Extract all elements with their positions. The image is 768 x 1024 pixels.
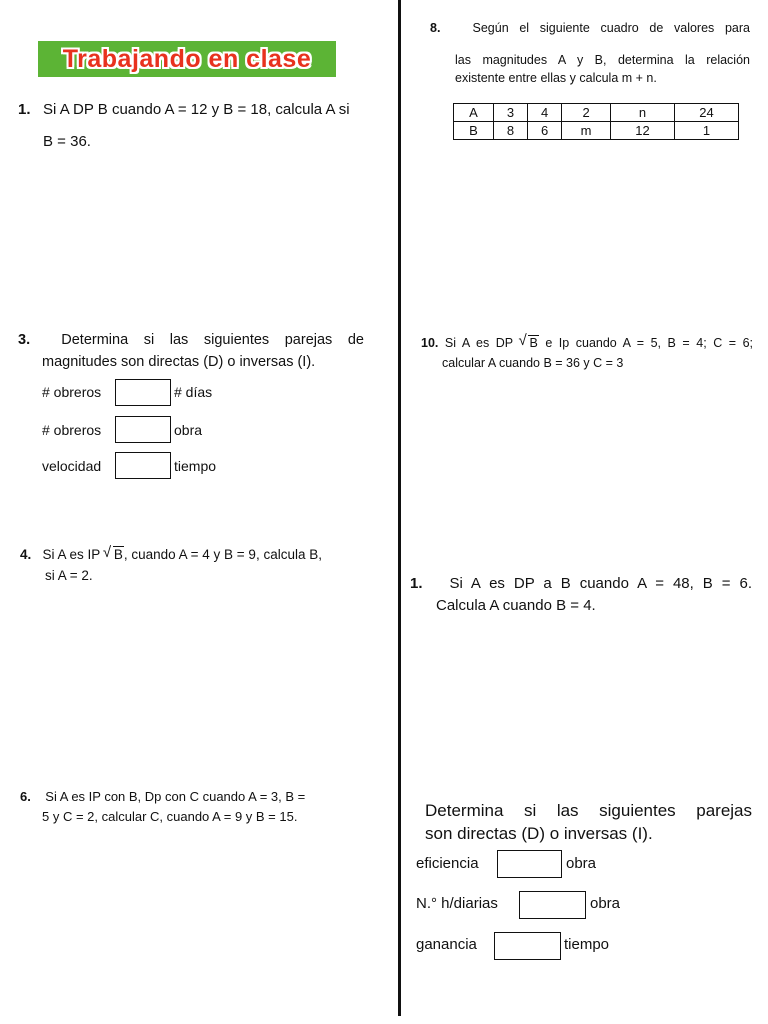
problem-text: Determina si las siguientes parejas de [61,332,364,348]
problem-text: magnitudes son directas (D) o inversas (I). [42,354,316,370]
problem-4 [20,544,370,586]
answer-box[interactable] [519,891,586,919]
magnitude-right: obra [174,422,203,438]
problem-text: las magnitudes A y B, determina la relación [455,53,750,67]
table-cell: 4 [528,104,562,122]
magnitude-right: obra [566,855,597,872]
problem-text: Si A es IP [42,547,104,562]
problem-text: 5 y C = 2, calcular C, cuando A = 9 y B = 15. [42,809,298,824]
problem-text: Según el siguiente cuadro de valores para [472,21,751,35]
problem-number: 8. [430,21,441,35]
radicand: B [113,547,123,562]
problem-6 [20,787,355,827]
column-divider [398,0,401,1016]
magnitude-left: velocidad [42,458,102,474]
square-root [519,333,538,353]
problem-10 [421,333,753,373]
magnitude-right: # días [174,384,213,400]
table-row [454,122,739,140]
problem-text: si A = 2. [45,568,93,583]
problem-text: Si A es IP con B, Dp con C cuando A = 3, B = [45,789,306,804]
problem-12 [425,799,752,845]
problem-8 [430,19,750,37]
problem-number: 6. [20,789,31,804]
section-title: Trabajando en clase [62,44,312,73]
problem-text: e Ip cuando A = 5, B = 4; C = 6; [538,336,753,350]
table-cell: B [454,122,494,140]
magnitude-left: # obreros [42,422,102,438]
table-cell: 1 [675,122,739,140]
magnitude-right: obra [590,895,621,912]
problem-number: 4. [20,547,32,562]
problem-number: 3. [18,332,31,348]
answer-box[interactable] [494,932,561,960]
section-banner [38,41,336,77]
problem-text: Calcula A cuando B = 4. [436,597,596,614]
problem-text: calcular A cuando B = 36 y C = 3 [442,356,624,370]
magnitude-right: tiempo [174,458,217,474]
table-cell: n [611,104,675,122]
table-cell: 3 [493,104,527,122]
answer-box[interactable] [115,416,171,443]
answer-box[interactable] [115,379,171,406]
problem-text: , cuando A = 4 y B = 9, calcula B, [123,547,322,562]
problem-text: existente entre ellas y calcula m + n. [455,71,657,85]
problem-number: 1. [18,101,31,118]
answer-box[interactable] [115,452,171,479]
magnitude-left: eficiencia [416,855,479,872]
problem-number: 1. [410,575,423,592]
table-cell: 24 [675,104,739,122]
problem-11 [410,573,752,617]
magnitude-right: tiempo [564,936,610,953]
problem-text: Si A es DP [444,336,520,350]
problem-3 [18,329,364,373]
table-cell: 8 [493,122,527,140]
problem-text: B = 36. [43,133,91,150]
square-root [104,544,124,565]
magnitude-left: N.° h/diarias [416,895,498,912]
problem-text: Si A es DP a B cuando A = 48, B = 6. [449,575,752,592]
problem-text: Si A DP B cuando A = 12 y B = 18, calcula A si [43,101,350,118]
table-cell: 6 [528,122,562,140]
radicand: B [529,336,538,350]
table-cell: 12 [611,122,675,140]
problem-1 [18,97,363,155]
table-cell: 2 [562,104,611,122]
table-cell: m [562,122,611,140]
problem-text: Determina si las siguientes parejas [425,801,752,820]
values-table [453,103,739,140]
table-cell: A [454,104,494,122]
magnitude-left: ganancia [416,936,477,953]
problem-text: son directas (D) o inversas (I). [425,824,653,843]
problem-number: 10. [421,336,439,350]
answer-box[interactable] [497,850,562,878]
magnitude-left: # obreros [42,384,102,400]
problem-8-body [455,51,750,87]
table-row [454,104,739,122]
